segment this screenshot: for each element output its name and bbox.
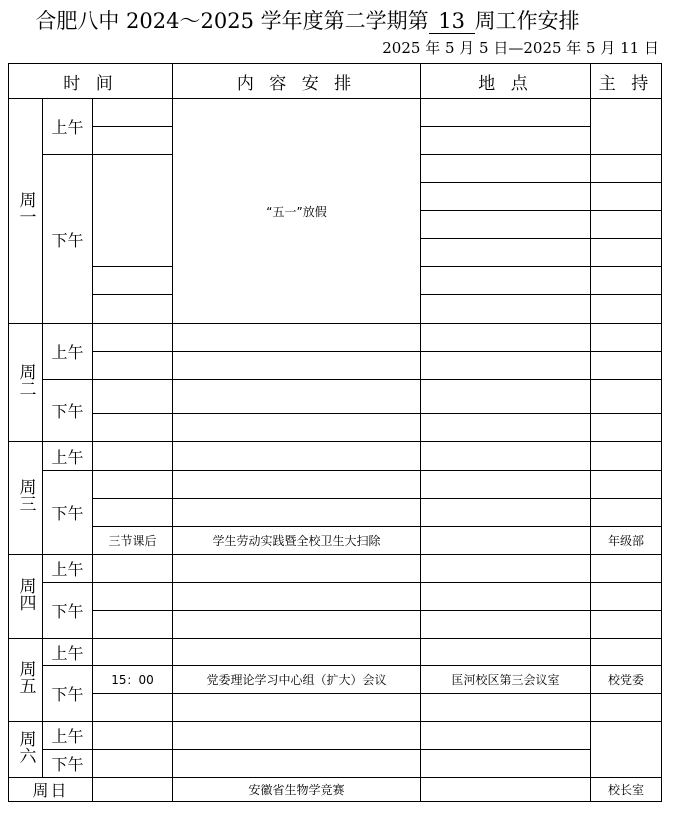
table-row bbox=[9, 694, 662, 722]
fri-place: 匡河校区第三会议室 bbox=[421, 666, 591, 694]
time-cell bbox=[93, 414, 173, 442]
title-prefix: 合肥八中 2024～2025 学年度第二学期第 bbox=[35, 9, 429, 33]
place-cell bbox=[421, 352, 591, 380]
table-row bbox=[9, 99, 662, 127]
host-cell bbox=[591, 155, 662, 183]
host-cell bbox=[591, 267, 662, 295]
content-cell bbox=[173, 380, 421, 414]
host-cell bbox=[591, 499, 662, 527]
place-cell bbox=[421, 694, 591, 722]
day-label-mon: 周一 bbox=[9, 99, 43, 324]
period-am: 上午 bbox=[43, 324, 93, 380]
day-label-wed: 周三 bbox=[9, 442, 43, 555]
host-cell bbox=[591, 639, 662, 666]
table-row bbox=[9, 499, 662, 527]
table-row bbox=[9, 583, 662, 611]
wed-time: 三节课后 bbox=[93, 527, 173, 555]
host-cell bbox=[591, 442, 662, 471]
period-pm: 下午 bbox=[43, 583, 93, 639]
period-pm: 下午 bbox=[43, 750, 93, 778]
time-cell bbox=[93, 694, 173, 722]
period-am: 上午 bbox=[43, 555, 93, 583]
header-host: 主 持 bbox=[591, 64, 662, 99]
content-cell bbox=[173, 583, 421, 611]
time-cell bbox=[93, 583, 173, 611]
title-suffix: 周工作安排 bbox=[474, 9, 580, 33]
header-content: 内 容 安 排 bbox=[173, 64, 421, 99]
place-cell bbox=[421, 583, 591, 611]
period-am: 上午 bbox=[43, 639, 93, 666]
table-row bbox=[9, 324, 662, 352]
host-cell bbox=[591, 611, 662, 639]
sun-host: 校长室 bbox=[591, 778, 662, 802]
sun-content: 安徽省生物学竞赛 bbox=[173, 778, 421, 802]
period-pm: 下午 bbox=[43, 380, 93, 442]
host-cell bbox=[591, 414, 662, 442]
period-pm: 下午 bbox=[43, 471, 93, 555]
place-cell bbox=[421, 750, 591, 778]
table-row bbox=[9, 352, 662, 380]
host-cell bbox=[591, 722, 662, 778]
wed-host: 年级部 bbox=[591, 527, 662, 555]
header-row bbox=[9, 64, 662, 99]
content-cell bbox=[173, 722, 421, 750]
time-cell bbox=[93, 555, 173, 583]
time-cell bbox=[93, 380, 173, 414]
place-cell bbox=[421, 778, 591, 802]
place-cell bbox=[421, 211, 591, 239]
content-cell bbox=[173, 611, 421, 639]
place-cell bbox=[421, 183, 591, 211]
place-cell bbox=[421, 127, 591, 155]
fri-content: 党委理论学习中心组（扩大）会议 bbox=[173, 666, 421, 694]
time-cell bbox=[93, 442, 173, 471]
host-cell bbox=[591, 239, 662, 267]
place-cell bbox=[421, 499, 591, 527]
table-row bbox=[9, 639, 662, 666]
content-cell bbox=[173, 750, 421, 778]
period-pm: 下午 bbox=[43, 666, 93, 722]
page-title bbox=[0, 6, 615, 36]
time-cell bbox=[93, 352, 173, 380]
place-cell bbox=[421, 295, 591, 324]
content-cell bbox=[173, 499, 421, 527]
time-cell bbox=[93, 127, 173, 155]
host-cell bbox=[591, 295, 662, 324]
period-am: 上午 bbox=[43, 442, 93, 471]
place-cell bbox=[421, 414, 591, 442]
place-cell bbox=[421, 239, 591, 267]
time-cell bbox=[93, 499, 173, 527]
content-cell bbox=[173, 694, 421, 722]
time-cell bbox=[93, 267, 173, 295]
schedule-table bbox=[8, 63, 662, 802]
content-cell bbox=[173, 414, 421, 442]
period-am: 上午 bbox=[43, 99, 93, 155]
place-cell bbox=[421, 722, 591, 750]
header-place: 地 点 bbox=[421, 64, 591, 99]
place-cell bbox=[421, 555, 591, 583]
time-cell bbox=[93, 722, 173, 750]
header-time: 时 间 bbox=[9, 64, 173, 99]
table-row bbox=[9, 380, 662, 414]
place-cell bbox=[421, 611, 591, 639]
host-cell bbox=[591, 694, 662, 722]
table-row bbox=[9, 555, 662, 583]
period-pm: 下午 bbox=[43, 155, 93, 324]
fri-time: 15：00 bbox=[93, 666, 173, 694]
table-row bbox=[9, 778, 662, 802]
place-cell bbox=[421, 442, 591, 471]
table-row bbox=[9, 471, 662, 499]
table-row bbox=[9, 442, 662, 471]
fri-host: 校党委 bbox=[591, 666, 662, 694]
day-label-sun: 周日 bbox=[9, 778, 93, 802]
week-number: 13 bbox=[429, 9, 475, 34]
content-cell bbox=[173, 352, 421, 380]
host-cell bbox=[591, 99, 662, 155]
time-cell bbox=[93, 639, 173, 666]
host-cell bbox=[591, 471, 662, 499]
table-row bbox=[9, 414, 662, 442]
host-cell bbox=[591, 211, 662, 239]
content-cell bbox=[173, 324, 421, 352]
place-cell bbox=[421, 99, 591, 127]
host-cell bbox=[591, 352, 662, 380]
table-row bbox=[9, 611, 662, 639]
time-cell bbox=[93, 778, 173, 802]
host-cell bbox=[591, 555, 662, 583]
time-cell bbox=[93, 750, 173, 778]
place-cell bbox=[421, 471, 591, 499]
host-cell bbox=[591, 583, 662, 611]
date-range: 2025 年 5 月 5 日—2025 年 5 月 11 日 bbox=[382, 39, 659, 57]
time-cell bbox=[93, 471, 173, 499]
host-cell bbox=[591, 183, 662, 211]
time-cell bbox=[93, 324, 173, 352]
table-row bbox=[9, 722, 662, 750]
content-cell bbox=[173, 555, 421, 583]
day-label-thu: 周四 bbox=[9, 555, 43, 639]
time-cell bbox=[93, 611, 173, 639]
place-cell bbox=[421, 267, 591, 295]
mon-holiday-content: “五一”放假 bbox=[173, 99, 421, 324]
content-cell bbox=[173, 639, 421, 666]
day-label-sat: 周六 bbox=[9, 722, 43, 778]
host-cell bbox=[591, 380, 662, 414]
period-am: 上午 bbox=[43, 722, 93, 750]
time-cell bbox=[93, 295, 173, 324]
wed-content: 学生劳动实践暨全校卫生大扫除 bbox=[173, 527, 421, 555]
place-cell bbox=[421, 155, 591, 183]
day-label-tue: 周二 bbox=[9, 324, 43, 442]
place-cell bbox=[421, 324, 591, 352]
content-cell bbox=[173, 471, 421, 499]
time-cell bbox=[93, 99, 173, 127]
place-cell bbox=[421, 639, 591, 666]
table-row bbox=[9, 750, 662, 778]
content-cell bbox=[173, 442, 421, 471]
table-row bbox=[9, 527, 662, 555]
day-label-fri: 周五 bbox=[9, 639, 43, 722]
place-cell bbox=[421, 380, 591, 414]
host-cell bbox=[591, 324, 662, 352]
table-row bbox=[9, 666, 662, 694]
time-cell bbox=[93, 155, 173, 267]
place-cell bbox=[421, 527, 591, 555]
